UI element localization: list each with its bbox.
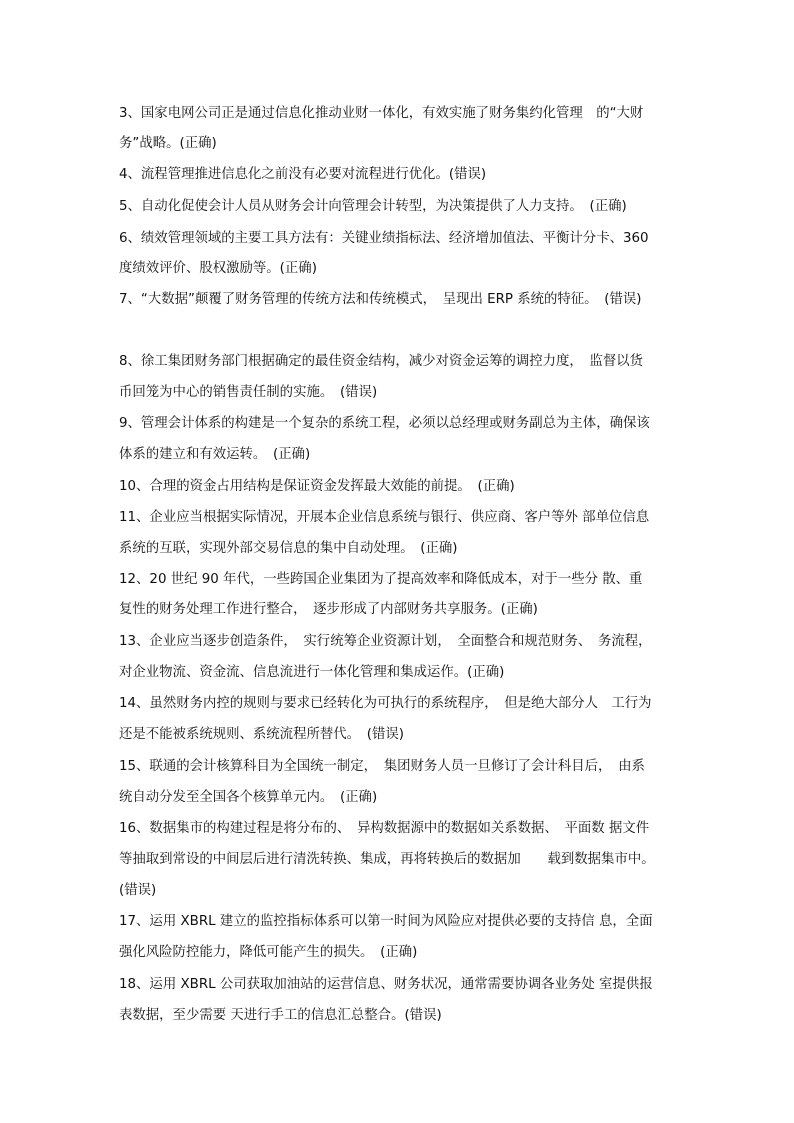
question-4-line-1: 4、流程管理推进信息化之前没有必要对流程进行优化。(错误) xyxy=(119,167,487,182)
question-14-line-1: 14、虽然财务内控的规则与要求已经转化为可执行的系统程序， 但是绝大部分人 工行为 xyxy=(119,696,652,711)
question-9-line-1: 9、管理会计体系的构建是一个复杂的系统工程，必须以总经理或财务副总为主体，确保该 xyxy=(119,416,650,431)
question-17-line-1: 17、运用 XBRL 建立的监控指标体系可以第一时间为风险应对提供必要的支持信 息，全面 xyxy=(119,914,653,929)
question-15-line-2: 统自动分发至全国各个核算单元内。 (正确) xyxy=(119,790,378,805)
question-16-line-2: 等抽取到常设的中间层后进行清洗转换、集成，再将转换后的数据加 载到数据集市中。 xyxy=(119,852,655,867)
question-15-line-1: 15、联通的会计核算科目为全国统一制定， 集团财务人员一旦修订了会计科目后， 由系 xyxy=(119,759,645,774)
question-11-line-1: 11、企业应当根据实际情况，开展本企业信息系统与银行、供应商、客户等外 部单位信息 xyxy=(119,510,650,525)
question-17-line-2: 强化风险防控能力，降低可能产生的损失。 (正确) xyxy=(119,945,418,960)
question-3-line-2: 务”战略。(正确) xyxy=(119,136,217,151)
question-16-line-3: (错误) xyxy=(119,883,157,898)
question-7-line-1: 7、“大数据”颠覆了财务管理的传统方法和传统模式， 呈现出 ERP 系统的特征。 (错误) xyxy=(119,292,642,307)
question-14-line-2: 还是不能被系统规则、系统流程所替代。 (错误) xyxy=(119,727,404,742)
question-18-line-1: 18、运用 XBRL 公司获取加油站的运营信息、财务状况，通常需要协调各业务处 室提供报 xyxy=(119,977,653,992)
question-8-line-1: 8、徐工集团财务部门根据确定的最佳资金结构，减少对资金运筹的调控力度， 监督以货 xyxy=(119,354,644,369)
question-12-line-1: 12、20 世纪 90 年代，一些跨国企业集团为了提高效率和降低成本，对于一些分 散、重 xyxy=(119,572,643,587)
question-16-line-1: 16、数据集市的构建过程是将分布的、 异构数据源中的数据如关系数据、 平面数 据文件 xyxy=(119,821,650,836)
question-5-line-1: 5、自动化促使会计人员从财务会计向管理会计转型，为决策提供了人力支持。 (正确) xyxy=(119,199,627,214)
question-8-line-2: 币回笼为中心的销售责任制的实施。 (错误) xyxy=(119,385,378,400)
question-3-line-1: 3、国家电网公司正是通过信息化推动业财一体化，有效实施了财务集约化管理 的“大财 xyxy=(119,106,644,121)
question-10-line-1: 10、合理的资金占用结构是保证资金发挥最大效能的前提。 (正确) xyxy=(119,479,515,494)
question-9-line-2: 体系的建立和有效运转。 (正确) xyxy=(119,447,311,462)
question-6-line-2: 度绩效评价、股权激励等。(正确) xyxy=(119,261,317,276)
question-13-line-1: 13、企业应当逐步创造条件， 实行统筹企业资源计划， 全面整合和规范财务、 务流程， xyxy=(119,634,652,649)
question-13-line-2: 对企业物流、资金流、信息流进行一体化管理和集成运作。(正确) xyxy=(119,665,505,680)
question-12-line-2: 复性的财务处理工作进行整合， 逐步形成了内部财务共享服务。(正确) xyxy=(119,602,538,617)
question-6-line-1: 6、绩效管理领域的主要工具方法有：关键业绩指标法、经济增加值法、平衡计分卡、360 xyxy=(119,231,649,246)
question-11-line-2: 系统的互联，实现外部交易信息的集中自动处理。 (正确) xyxy=(119,541,458,556)
question-18-line-2: 表数据，至少需要 天进行手工的信息汇总整合。(错误) xyxy=(119,1008,442,1023)
